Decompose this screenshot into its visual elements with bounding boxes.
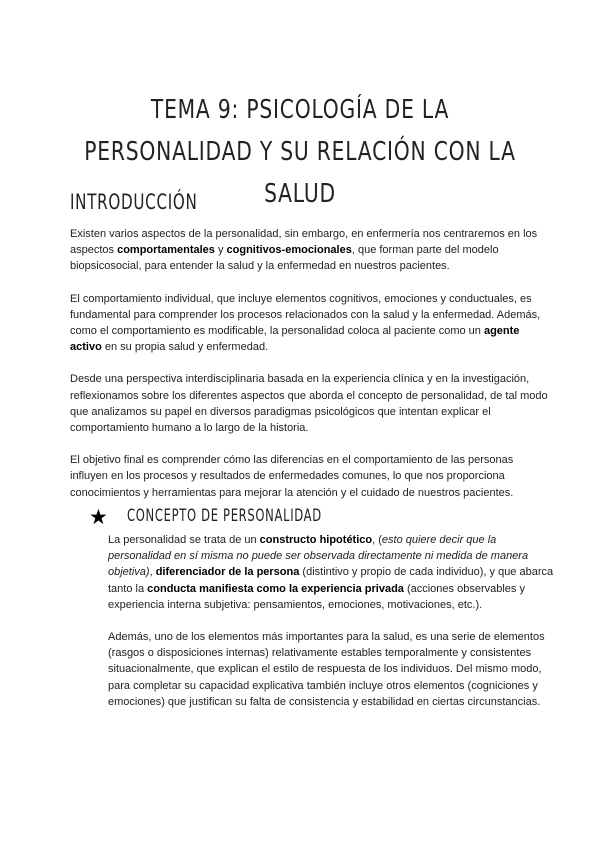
paragraph [70,291,548,356]
concepto-body [108,532,560,726]
bold-text: cognitivos-emocionales [226,244,352,257]
paragraph [108,532,560,613]
paragraph [70,226,548,275]
text: y [214,244,227,257]
text: La personalidad se trata de un [108,534,260,546]
text: , que forman parte del modelo biopsicosocial, para entender la salud y la enfermedad en nuestros pacientes. [70,244,499,273]
section-heading-introduccion: INTRODUCCIÓN [70,190,198,214]
page-title: TEMA 9: PSICOLOGÍA DE LA PERSONALIDAD Y SU RELACIÓN CON LA SALUD [84,95,516,210]
introduccion-body [70,226,548,517]
section-heading-concepto: CONCEPTO DE PERSONALIDAD [127,506,322,526]
text: (distintivo y propio de cada individuo), y que abarca tanto la [108,566,554,595]
text: en su propia salud y enfermedad. [101,341,269,354]
text: Existen varios aspectos de la personalidad, sin embargo, en enfermería nos centraremos en los aspectos [70,228,538,257]
paragraph: Desde una perspectiva interdisciplinaria basada en la experiencia clínica y en la investigación, reflexionamos sobre los diferentes aspectos que aborda el concepto de personalidad, de tal modo que analizamos su papel en diversos paradigmas psicológicos que intentan explicar el comportamiento humano a lo largo de la historia. [70,373,548,435]
text: , ( [372,534,382,546]
bold-text: comportamentales [117,244,215,257]
paragraph: El objetivo final es comprender cómo las diferencias en el comportamiento de las personas influyen en los procesos y resultados de enfermedades comunes, lo que nos proporciona conocimientos y herramientas para mejorar la atención y el cuidado de nuestros pacientes. [70,454,514,499]
text: El comportamiento individual, que incluye elementos cognitivos, emociones y conductuales, es fundamental para comprender los procesos relacionados con la salud y la enfermedad. Además, como el comportamiento es modificable, la personalidad coloca al paciente como un [70,292,541,338]
paragraph: Además, uno de los elementos más importantes para la salud, es una serie de elementos (rasgos o disposiciones internas) relativamente estables temporalmente y consistentes situacionalmente, que explican el estilo de respuesta de los individuos. Del mismo modo, para completar su capacidad explicativa también incluye otros elementos (cogniciones y emociones) que justifican su falta de consistencia y estabilidad en ciertas circunstancias. [108,631,545,708]
italic-text: esto quiere decir que la personalidad en sí misma no puede ser observada directamente ni medida de manera objetiva) [108,534,529,579]
bold-text: diferenciador de la persona [155,566,300,579]
bold-text: constructo hipotético [259,534,373,546]
text: , [149,566,156,579]
star-icon: ★ [89,506,108,529]
bold-text: conducta manifiesta como la experiencia privada [147,582,404,595]
bold-text: agente activo [70,325,520,354]
text: (acciones observables y experiencia interna subjetiva: pensamientos, emociones, motivaciones, etc.). [108,582,525,611]
